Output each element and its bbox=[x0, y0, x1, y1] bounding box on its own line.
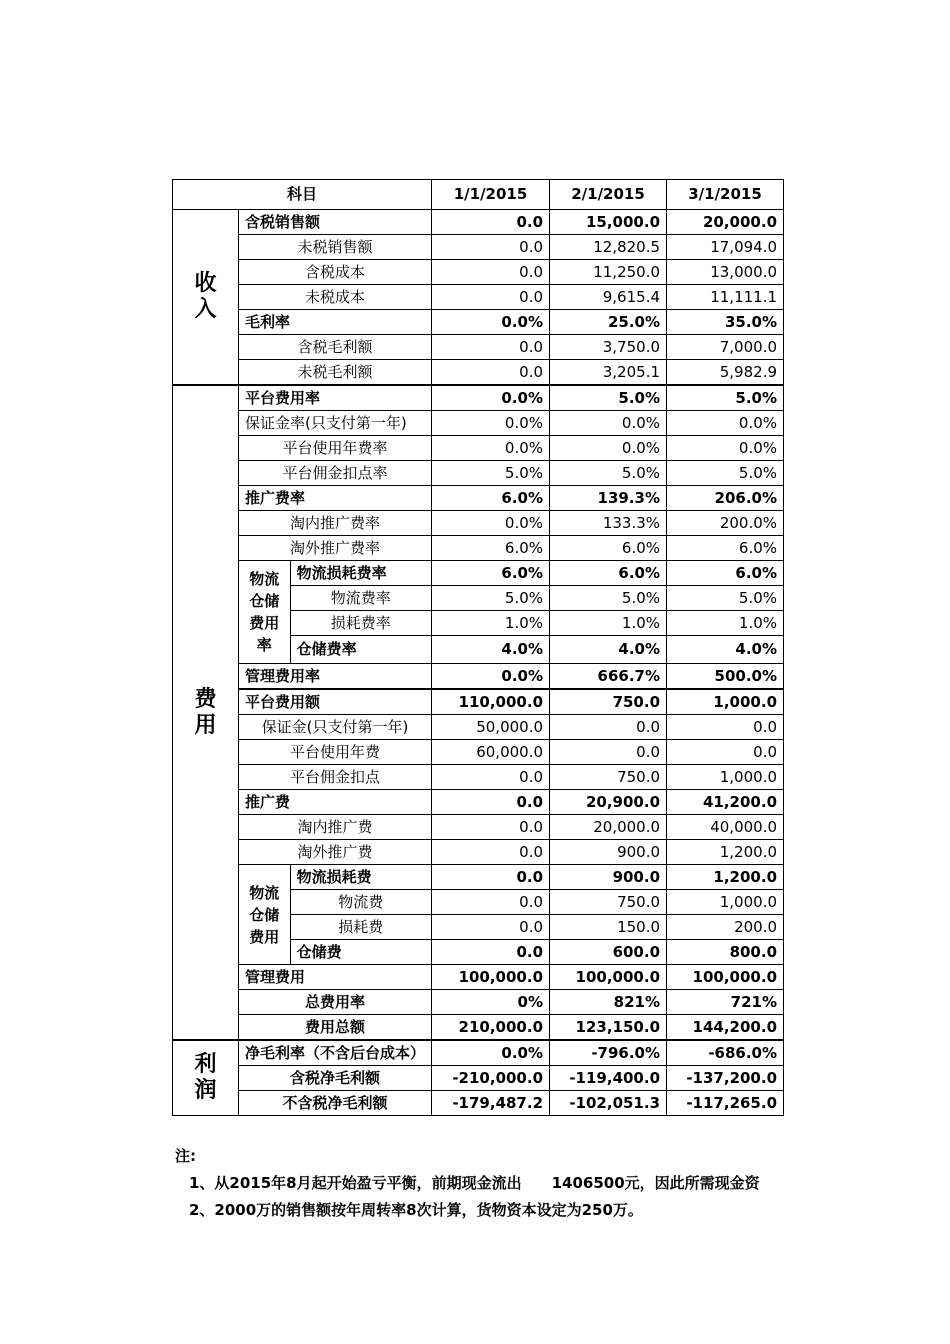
cell-value: 4.0% bbox=[550, 636, 667, 664]
cell-value: 144,200.0 bbox=[667, 1015, 784, 1041]
cell-value: 6.0% bbox=[432, 536, 550, 561]
cell-value: 0.0 bbox=[432, 765, 550, 790]
table-row bbox=[173, 511, 784, 536]
cell-value: 4.0% bbox=[432, 636, 550, 664]
table-row bbox=[173, 990, 784, 1015]
cell-value: 0.0 bbox=[432, 285, 550, 310]
cell-value: 0.0% bbox=[432, 385, 550, 411]
cell-value: 821% bbox=[550, 990, 667, 1015]
header-row bbox=[173, 180, 784, 210]
cell-value: 6.0% bbox=[432, 561, 550, 586]
cell-value: 7,000.0 bbox=[667, 335, 784, 360]
row-label: 未税成本 bbox=[239, 285, 432, 310]
cell-value: 17,094.0 bbox=[667, 235, 784, 260]
subgroup-label bbox=[239, 561, 291, 664]
cell-value: 41,200.0 bbox=[667, 790, 784, 815]
table-row bbox=[173, 790, 784, 815]
cell-value: 0.0 bbox=[432, 815, 550, 840]
row-label: 仓储费 bbox=[290, 940, 431, 965]
cell-value: 139.3% bbox=[550, 486, 667, 511]
cell-value: 0.0 bbox=[667, 715, 784, 740]
cell-value: 9,615.4 bbox=[550, 285, 667, 310]
cell-value: 5.0% bbox=[667, 385, 784, 411]
cell-value: 5.0% bbox=[667, 586, 784, 611]
table-row bbox=[173, 461, 784, 486]
cell-value: 3,750.0 bbox=[550, 335, 667, 360]
section-label-expense bbox=[173, 385, 239, 1040]
row-label: 未税销售额 bbox=[239, 235, 432, 260]
cell-value: 0.0 bbox=[432, 890, 550, 915]
row-label: 平台费用率 bbox=[239, 385, 432, 411]
cell-value: 1.0% bbox=[550, 611, 667, 636]
table-row bbox=[173, 486, 784, 511]
cell-value: 6.0% bbox=[550, 561, 667, 586]
cell-value: 0.0 bbox=[432, 210, 550, 235]
row-label: 淘内推广费率 bbox=[239, 511, 432, 536]
row-label: 毛利率 bbox=[239, 310, 432, 335]
cell-value: 0.0 bbox=[432, 335, 550, 360]
cell-value: 35.0% bbox=[667, 310, 784, 335]
cell-value: 40,000.0 bbox=[667, 815, 784, 840]
table-row bbox=[173, 1091, 784, 1116]
cell-value: 11,250.0 bbox=[550, 260, 667, 285]
table-row bbox=[173, 260, 784, 285]
cell-value: 0.0 bbox=[432, 915, 550, 940]
table-row bbox=[173, 411, 784, 436]
table-row bbox=[173, 1066, 784, 1091]
cell-value: 200.0 bbox=[667, 915, 784, 940]
table-row bbox=[173, 965, 784, 990]
table-row bbox=[173, 285, 784, 310]
cell-value: 3,205.1 bbox=[550, 360, 667, 386]
row-label: 保证金(只支付第一年) bbox=[239, 715, 432, 740]
row-label: 平台使用年费 bbox=[239, 740, 432, 765]
cell-value: 0.0 bbox=[550, 740, 667, 765]
cell-value: 0.0% bbox=[432, 511, 550, 536]
cell-value: 6.0% bbox=[667, 561, 784, 586]
row-label: 含税成本 bbox=[239, 260, 432, 285]
cell-value: -179,487.2 bbox=[432, 1091, 550, 1116]
table-row bbox=[173, 765, 784, 790]
cell-value: 13,000.0 bbox=[667, 260, 784, 285]
row-label: 平台佣金扣点率 bbox=[239, 461, 432, 486]
cell-value: 0.0 bbox=[432, 235, 550, 260]
table-row bbox=[173, 536, 784, 561]
row-label: 管理费用 bbox=[239, 965, 432, 990]
row-label: 含税销售额 bbox=[239, 210, 432, 235]
cell-value: -117,265.0 bbox=[667, 1091, 784, 1116]
table-row bbox=[173, 210, 784, 235]
financial-table bbox=[172, 179, 784, 1116]
cell-value: 4.0% bbox=[667, 636, 784, 664]
cell-value: 20,000.0 bbox=[550, 815, 667, 840]
cell-value: 100,000.0 bbox=[432, 965, 550, 990]
cell-value: 0.0 bbox=[550, 715, 667, 740]
table-row bbox=[173, 335, 784, 360]
cell-value: 6.0% bbox=[432, 486, 550, 511]
cell-value: 11,111.1 bbox=[667, 285, 784, 310]
section-label-text: 利润 bbox=[194, 1052, 217, 1103]
cell-value: 1,200.0 bbox=[667, 865, 784, 890]
row-label: 保证金率(只支付第一年) bbox=[239, 411, 432, 436]
cell-value: 1,000.0 bbox=[667, 689, 784, 715]
table-row bbox=[173, 360, 784, 386]
cell-value: 900.0 bbox=[550, 840, 667, 865]
cell-value: 0.0% bbox=[432, 664, 550, 690]
subgroup-label bbox=[239, 865, 291, 965]
table-row bbox=[173, 865, 784, 890]
header-item: 科目 bbox=[173, 180, 432, 210]
cell-value: 750.0 bbox=[550, 689, 667, 715]
table-row bbox=[173, 561, 784, 586]
cell-value: 0.0 bbox=[432, 260, 550, 285]
cell-value: -210,000.0 bbox=[432, 1066, 550, 1091]
row-label: 仓储费率 bbox=[290, 636, 431, 664]
row-label: 管理费用率 bbox=[239, 664, 432, 690]
cell-value: 721% bbox=[667, 990, 784, 1015]
cell-value: 150.0 bbox=[550, 915, 667, 940]
cell-value: 15,000.0 bbox=[550, 210, 667, 235]
cell-value: 5,982.9 bbox=[667, 360, 784, 386]
header-date: 2/1/2015 bbox=[550, 180, 667, 210]
cell-value: 12,820.5 bbox=[550, 235, 667, 260]
cell-value: 5.0% bbox=[550, 461, 667, 486]
cell-value: 0.0% bbox=[550, 411, 667, 436]
row-label: 平台佣金扣点 bbox=[239, 765, 432, 790]
row-label: 含税净毛利额 bbox=[239, 1066, 432, 1091]
row-label: 未税毛利额 bbox=[239, 360, 432, 386]
cell-value: 0% bbox=[432, 990, 550, 1015]
row-label: 淘外推广费率 bbox=[239, 536, 432, 561]
row-label: 费用总额 bbox=[239, 1015, 432, 1041]
row-label: 损耗费率 bbox=[290, 611, 431, 636]
cell-value: 0.0% bbox=[432, 310, 550, 335]
cell-value: 206.0% bbox=[667, 486, 784, 511]
cell-value: 123,150.0 bbox=[550, 1015, 667, 1041]
table-row bbox=[173, 385, 784, 411]
cell-value: 0.0 bbox=[432, 865, 550, 890]
cell-value: 0.0% bbox=[550, 436, 667, 461]
cell-value: 100,000.0 bbox=[550, 965, 667, 990]
header-date: 1/1/2015 bbox=[432, 180, 550, 210]
row-label: 物流损耗费 bbox=[290, 865, 431, 890]
row-label: 物流费 bbox=[290, 890, 431, 915]
subgroup-label-text: 物流仓储费用率 bbox=[249, 570, 280, 654]
cell-value: 5.0% bbox=[550, 385, 667, 411]
table-row bbox=[173, 840, 784, 865]
cell-value: 0.0 bbox=[432, 360, 550, 386]
cell-value: 666.7% bbox=[550, 664, 667, 690]
cell-value: 20,000.0 bbox=[667, 210, 784, 235]
cell-value: 0.0% bbox=[667, 436, 784, 461]
cell-value: 25.0% bbox=[550, 310, 667, 335]
table-row bbox=[173, 664, 784, 690]
cell-value: 200.0% bbox=[667, 511, 784, 536]
cell-value: 5.0% bbox=[667, 461, 784, 486]
section-label-text: 收入 bbox=[194, 271, 217, 322]
subgroup-label-text: 物流仓储费用 bbox=[249, 883, 280, 946]
cell-value: 0.0% bbox=[667, 411, 784, 436]
cell-value: 0.0% bbox=[432, 436, 550, 461]
notes-title: 注: bbox=[175, 1147, 196, 1165]
cell-value: 0.0 bbox=[432, 840, 550, 865]
cell-value: 1,200.0 bbox=[667, 840, 784, 865]
cell-value: 5.0% bbox=[432, 461, 550, 486]
cell-value: 0.0 bbox=[432, 790, 550, 815]
cell-value: 0.0 bbox=[432, 940, 550, 965]
cell-value: -102,051.3 bbox=[550, 1091, 667, 1116]
cell-value: 60,000.0 bbox=[432, 740, 550, 765]
notes bbox=[175, 1143, 779, 1224]
cell-value: 0.0% bbox=[432, 1040, 550, 1066]
table-row bbox=[173, 436, 784, 461]
row-label: 总费用率 bbox=[239, 990, 432, 1015]
table-row bbox=[173, 235, 784, 260]
cell-value: 133.3% bbox=[550, 511, 667, 536]
cell-value: 500.0% bbox=[667, 664, 784, 690]
cell-value: -796.0% bbox=[550, 1040, 667, 1066]
cell-value: 1,000.0 bbox=[667, 765, 784, 790]
row-label: 平台使用年费率 bbox=[239, 436, 432, 461]
cell-value: 100,000.0 bbox=[667, 965, 784, 990]
cell-value: 0.0 bbox=[667, 740, 784, 765]
table-row bbox=[173, 740, 784, 765]
section-label-income bbox=[173, 210, 239, 386]
note-line: 1、从2015年8月起开始盈亏平衡，前期现金流出 1406500元，因此所需现金资 bbox=[189, 1174, 760, 1192]
cell-value: 750.0 bbox=[550, 765, 667, 790]
cell-value: 900.0 bbox=[550, 865, 667, 890]
row-label: 损耗费 bbox=[290, 915, 431, 940]
table-row bbox=[173, 1040, 784, 1066]
cell-value: 750.0 bbox=[550, 890, 667, 915]
cell-value: 0.0% bbox=[432, 411, 550, 436]
row-label: 淘外推广费 bbox=[239, 840, 432, 865]
note-line: 2、2000万的销售额按年周转率8次计算，货物资本设定为250万。 bbox=[189, 1201, 643, 1219]
row-label: 不含税净毛利额 bbox=[239, 1091, 432, 1116]
table-body bbox=[173, 180, 784, 1116]
row-label: 物流费率 bbox=[290, 586, 431, 611]
row-label: 淘内推广费 bbox=[239, 815, 432, 840]
cell-value: 5.0% bbox=[550, 586, 667, 611]
table-row bbox=[173, 689, 784, 715]
cell-value: -686.0% bbox=[667, 1040, 784, 1066]
row-label: 物流损耗费率 bbox=[290, 561, 431, 586]
cell-value: 800.0 bbox=[667, 940, 784, 965]
row-label: 净毛利率（不含后台成本） bbox=[239, 1040, 432, 1066]
row-label: 平台费用额 bbox=[239, 689, 432, 715]
cell-value: 110,000.0 bbox=[432, 689, 550, 715]
cell-value: 1.0% bbox=[432, 611, 550, 636]
cell-value: -119,400.0 bbox=[550, 1066, 667, 1091]
cell-value: 1,000.0 bbox=[667, 890, 784, 915]
cell-value: 600.0 bbox=[550, 940, 667, 965]
cell-value: 50,000.0 bbox=[432, 715, 550, 740]
cell-value: 210,000.0 bbox=[432, 1015, 550, 1041]
cell-value: 6.0% bbox=[550, 536, 667, 561]
table-row bbox=[173, 310, 784, 335]
cell-value: 5.0% bbox=[432, 586, 550, 611]
cell-value: 1.0% bbox=[667, 611, 784, 636]
cell-value: 20,900.0 bbox=[550, 790, 667, 815]
row-label: 推广费 bbox=[239, 790, 432, 815]
table-row bbox=[173, 815, 784, 840]
header-date: 3/1/2015 bbox=[667, 180, 784, 210]
section-label-text: 费用 bbox=[194, 686, 217, 738]
row-label: 推广费率 bbox=[239, 486, 432, 511]
row-label: 含税毛利额 bbox=[239, 335, 432, 360]
cell-value: 6.0% bbox=[667, 536, 784, 561]
table-row bbox=[173, 715, 784, 740]
cell-value: -137,200.0 bbox=[667, 1066, 784, 1091]
table-row bbox=[173, 1015, 784, 1041]
section-label-profit bbox=[173, 1040, 239, 1116]
